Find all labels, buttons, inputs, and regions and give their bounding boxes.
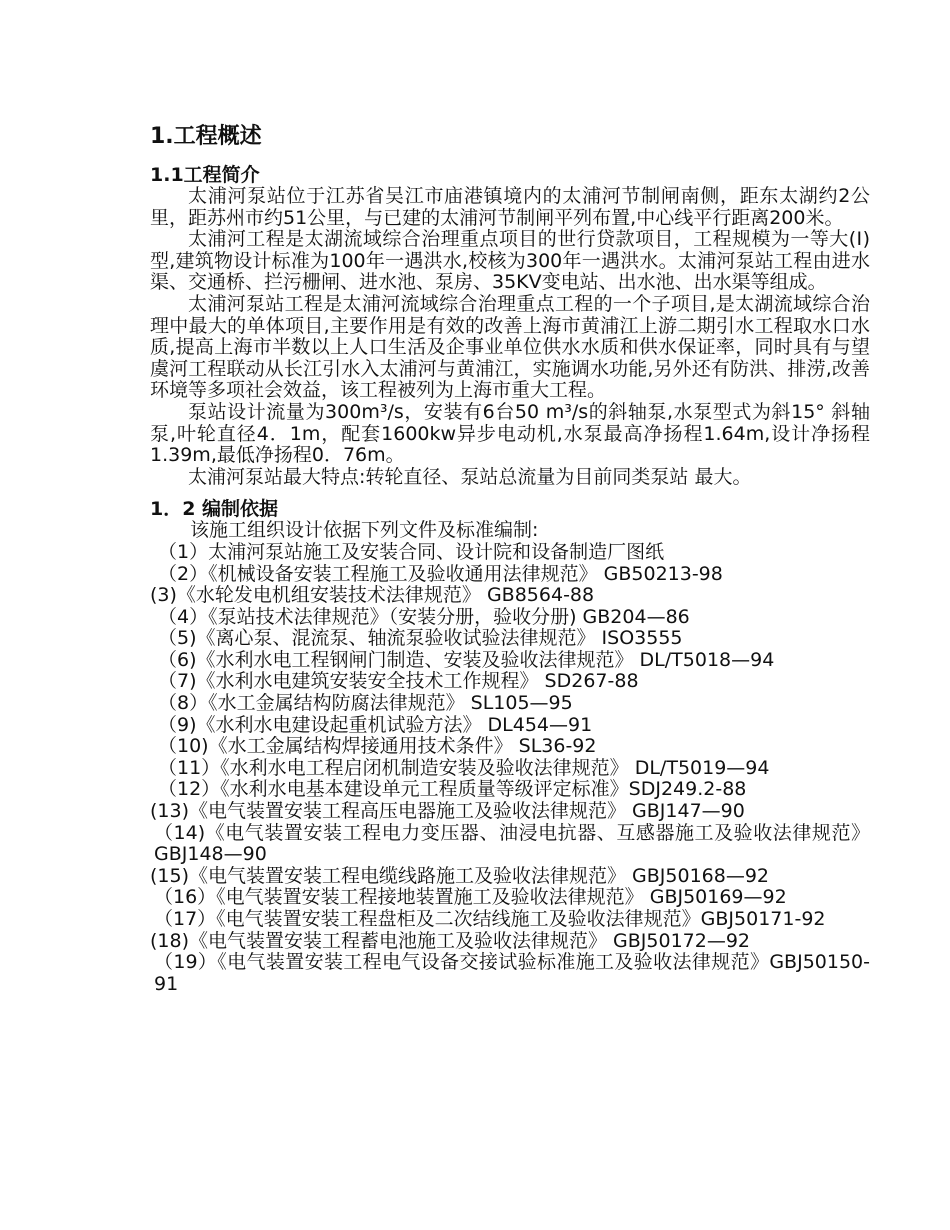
- reference-item: （12）《水利水电基本建设单元工程质量等级评定标准》SDJ249.2-88: [158, 778, 747, 801]
- reference-item: （6)《水利水电工程钢闸门制造、安装及验收法律规范》 DL/T5018—94: [158, 648, 775, 671]
- reference-item: (18)《电气装置安装工程蓄电池施工及验收法律规范》 GBJ50172—92: [150, 929, 751, 952]
- paragraph-project-purpose: 太浦河泵站工程是太浦河流域综合治理重点工程的一个子项目,是太湖流域综合治理中最大的单体项目,主要作用是有效的改善上海市黄浦江上游二期引水工程取水口水质,提高上海市半数以上人口生活及企事业单位供水水质和供水保证率，同时具有与望虞河工程联动从长江引水入太浦河与黄浦江，实施调水功能,另外还有防洪、排涝,改善环境等多项社会效益，该工程被列为上海市重大工程。: [150, 292, 870, 402]
- reference-item: （1）太浦河泵站施工及安装合同、设计院和设备制造厂图纸: [158, 540, 665, 563]
- section-1-2-heading: 1．2 编制依据: [150, 498, 279, 521]
- reference-item: （11）《水利水电工程启闭机制造安装及验收法律规范》 DL/T5019—94: [158, 756, 770, 779]
- reference-item: （7)《水利水电建筑安装安全技术工作规程》 SD267-88: [158, 670, 639, 693]
- document-page: [150, 124, 870, 995]
- basis-intro: 该施工组织设计依据下列文件及标准编制:: [190, 519, 539, 542]
- section-1-1-heading: 1.1工程简介: [150, 164, 260, 186]
- section-1-heading: 1.工程概述: [150, 124, 262, 149]
- reference-item: （19）《电气装置安装工程电气设备交接试验标准施工及验收法律规范》GBJ50150-91: [154, 951, 870, 995]
- reference-item: （8）《水工金属结构防腐法律规范》 SL105—95: [158, 692, 573, 715]
- reference-item: （4）《泵站技术法律规范》（安装分册，验收分册) GB204—86: [158, 605, 690, 628]
- reference-item: （14)《电气装置安装工程电力变压器、油浸电抗器、互感器施工及验收法律规范》 GBJ148—90: [154, 821, 870, 866]
- paragraph-location: 太浦河泵站位于江苏省吴江市庙港镇境内的太浦河节制闸南侧，距东太湖约2公里，距苏州市约51公里，与已建的太浦河节制闸平列布置,中心线平行距离200米。: [150, 185, 870, 229]
- reference-item: （16）《电气装置安装工程接地装置施工及验收法律规范》 GBJ50169—92: [154, 886, 787, 909]
- reference-list: [150, 542, 870, 995]
- reference-item: (15)《电气装置安装工程电缆线路施工及验收法律规范》 GBJ50168—92: [150, 864, 770, 887]
- reference-item: （2）《机械设备安装工程施工及验收通用法律规范》 GB50213-98: [158, 562, 723, 585]
- reference-item: （17）《电气装置安装工程盘柜及二次结线施工及验收法律规范》GBJ50171-92: [154, 908, 826, 930]
- reference-item: （10)《水工金属结构焊接通用技术条件》 SL36-92: [158, 735, 597, 758]
- reference-item: （9)《水利水电建设起重机试验方法》 DL454—91: [158, 713, 593, 736]
- reference-item: (13)《电气装置安装工程高压电器施工及验收法律规范》 GBJ147—90: [150, 800, 745, 823]
- reference-item: （5)《离心泵、混流泵、轴流泵验收试验法律规范》 ISO3555: [158, 627, 683, 650]
- paragraph-features: 太浦河泵站最大特点:转轮直径、泵站总流量为目前同类泵站 最大。: [188, 465, 752, 488]
- paragraph-pump-specs: 泵站设计流量为300m³/s，安装有6台50 m³/s的斜轴泵,水泵型式为斜15° 斜轴泵,叶轮直径4．1m，配套1600kw异步电动机,水泵最高净扬程1.64m,设计净扬程1.39m,最低净扬程0．76m。: [150, 400, 870, 467]
- reference-item: (3)《水轮发电机组安装技术法律规范》 GB8564-88: [150, 584, 595, 607]
- paragraph-project-scale: 太浦河工程是太湖流域综合治理重点项目的世行贷款项目，工程规模为一等大(Ⅰ)型,建筑物设计标准为100年一遇洪水,校核为300年一遇洪水。太浦河泵站工程由进水渠、交通桥、拦污栅闸、进水池、泵房、35KV变电站、出水池、出水渠等组成。: [150, 228, 870, 294]
